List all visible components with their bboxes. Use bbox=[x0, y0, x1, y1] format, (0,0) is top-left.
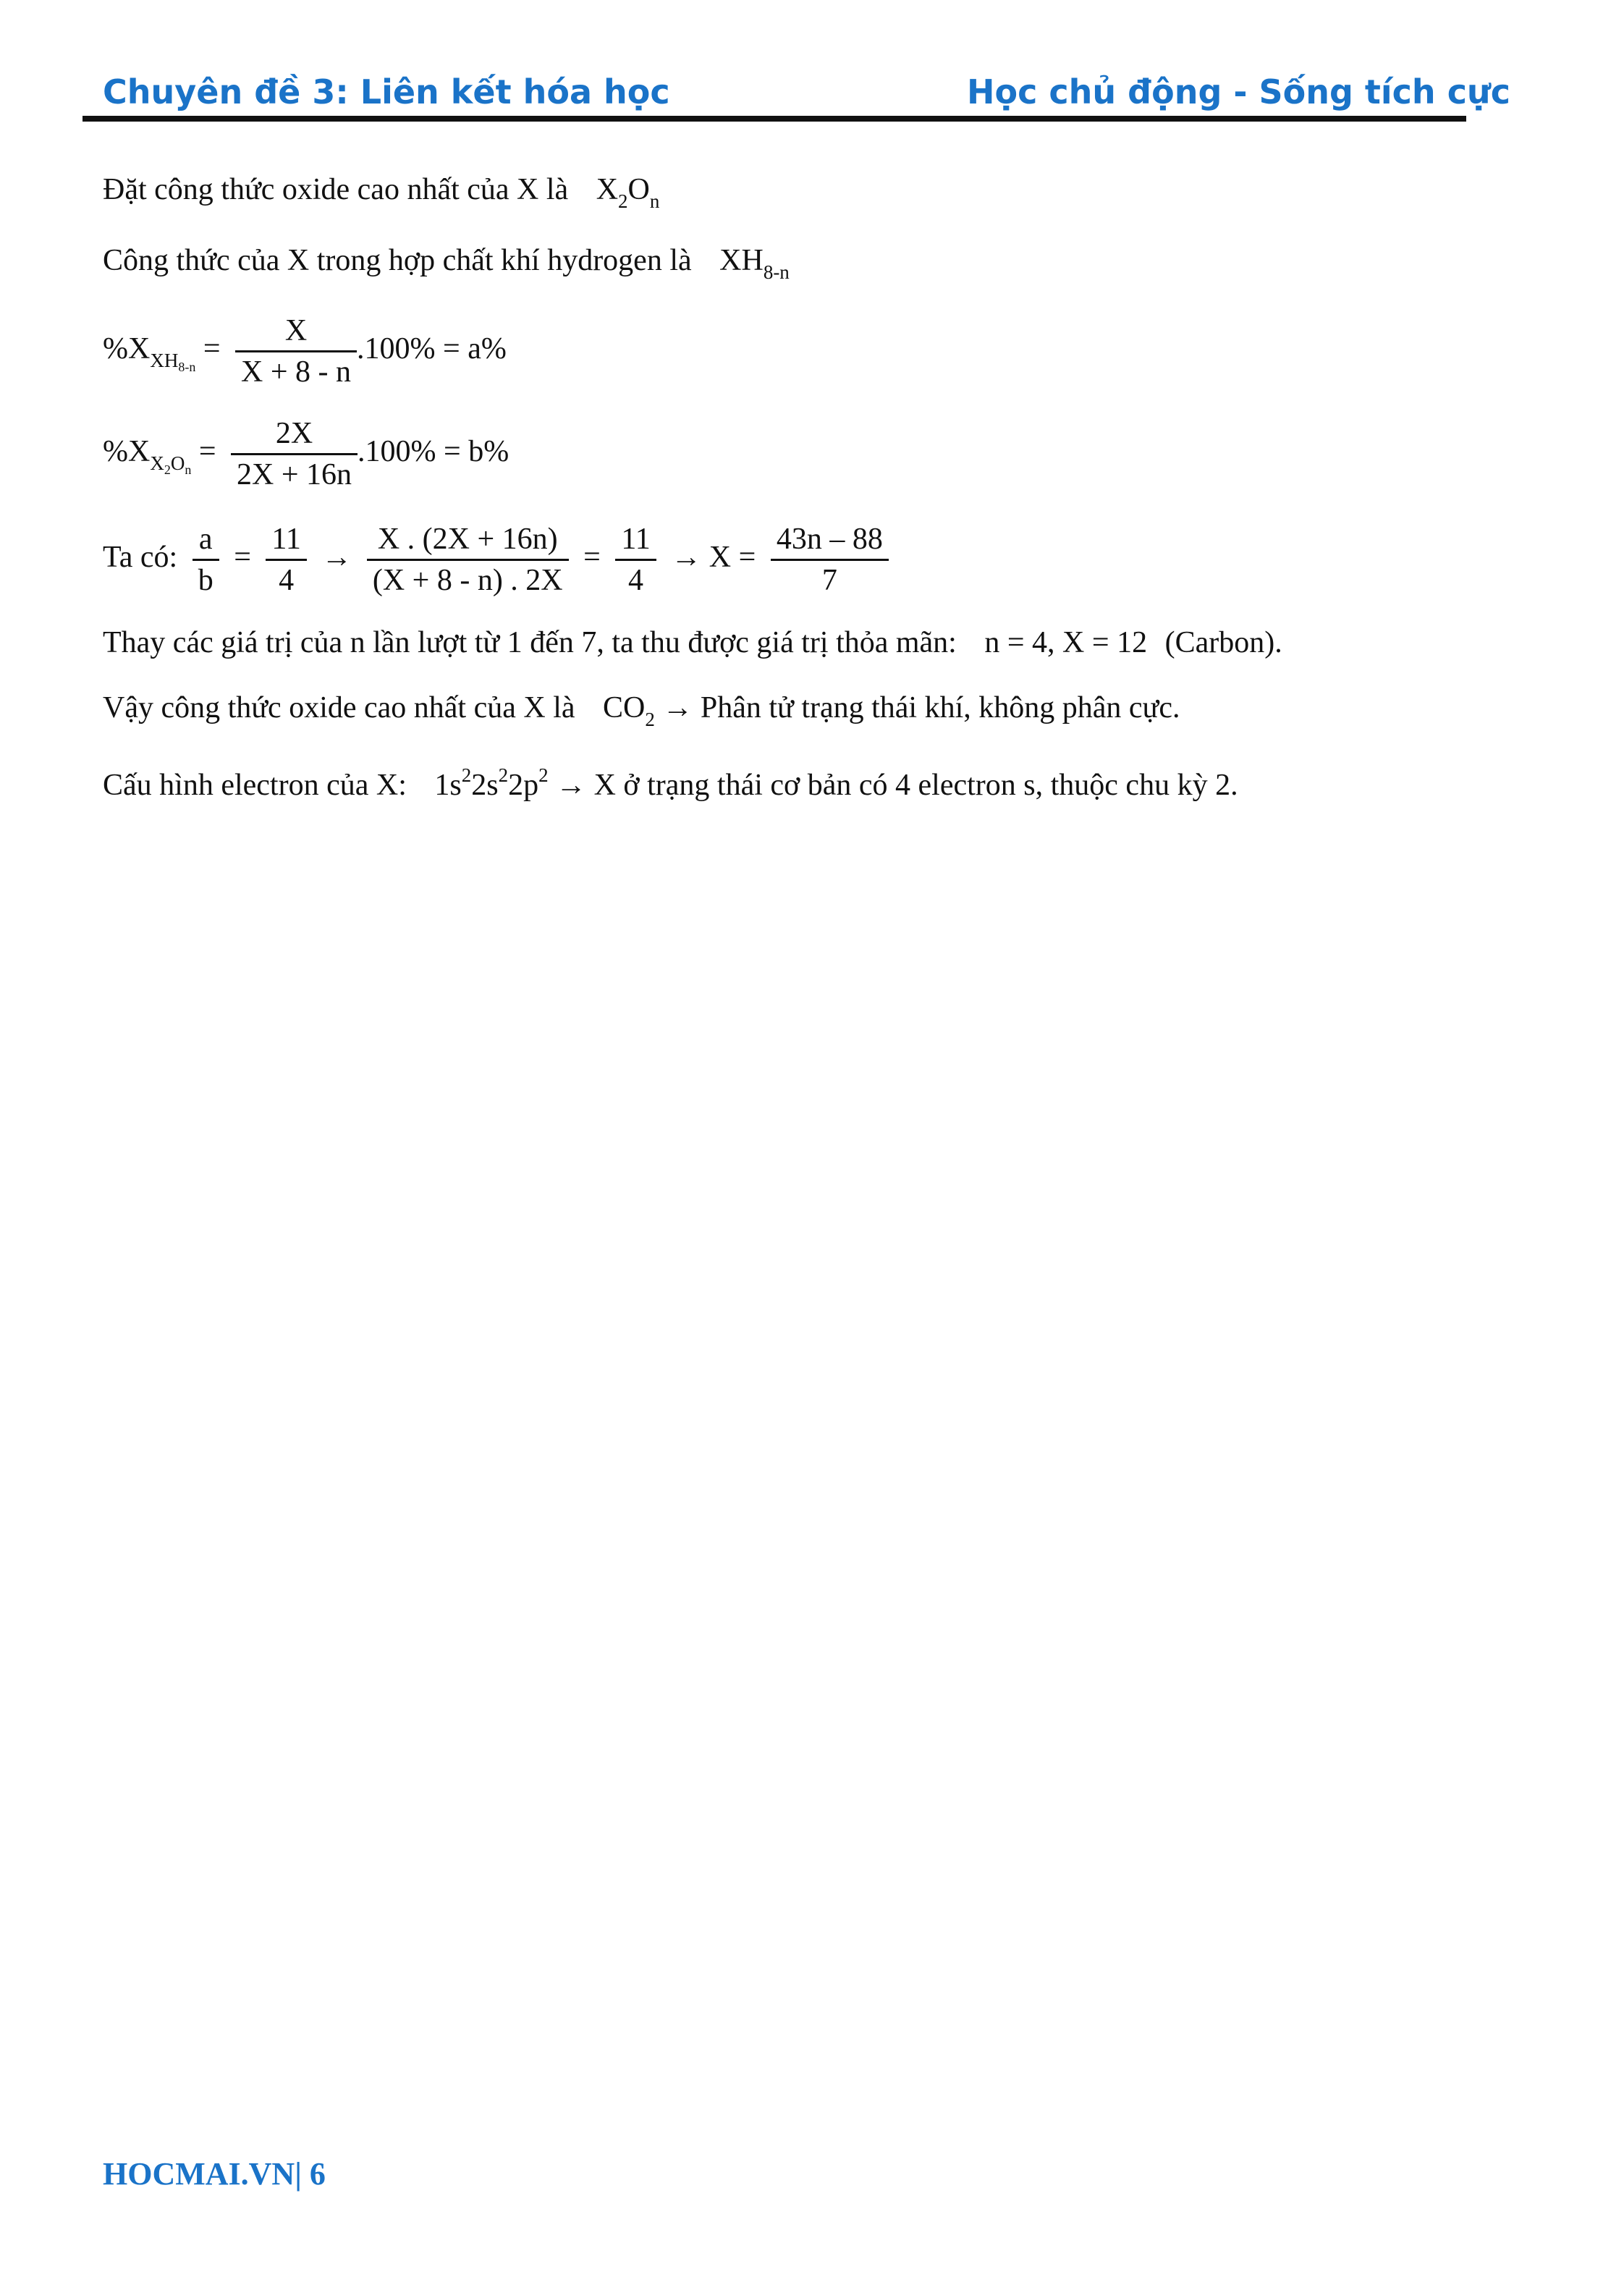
fraction: $\frac{2X}{2X + 16n}$ bbox=[231, 414, 358, 494]
fraction: $\frac{43n - 88}{7}$ bbox=[771, 520, 889, 600]
line-hydride-formula bbox=[103, 243, 790, 284]
line-electron-config: Cấu hình electron của X: $1s^22s^22p^2 \to X$ ở trạng thái cơ bản có 4 electron s, thuộc chu kỳ 2. bbox=[103, 764, 1238, 802]
header-topic-title: Chuyên đề 3: Liên kết hóa học bbox=[103, 72, 670, 111]
fraction: $\frac{a}{b}$ bbox=[193, 520, 219, 600]
line-co2-conclusion: Vậy công thức oxide cao nhất của X là $CO_2$ → Phân tử trạng thái khí, không phân cực. bbox=[103, 691, 1180, 730]
fraction: $\frac{11}{4}$ bbox=[615, 520, 656, 600]
formula-xh8n: $XH_{8-n}$ bbox=[719, 244, 790, 283]
header-divider bbox=[83, 116, 1466, 122]
fraction: $\frac{X . (2X + 16n)}{(X + 8 - n) . 2X}$ bbox=[367, 520, 569, 600]
equation-percent-b: $\%X_{X_2O_n}$ = $\frac{2X}{2X + 16n}$ .100% = b% bbox=[103, 414, 509, 494]
footer-page-label: HOCMAI.VN| 6 bbox=[103, 2156, 326, 2192]
header-slogan: Học chủ động - Sống tích cực bbox=[967, 72, 1510, 111]
line-solution: Thay các giá trị của n lần lượt từ 1 đến 7, ta thu được giá trị thỏa mãn: n = 4, X = 12 (Carbon). bbox=[103, 626, 1282, 659]
line-text: Công thức của X trong hợp chất khí hydrogen là bbox=[103, 244, 692, 277]
formula-x2on: $X_2O_n$ bbox=[596, 173, 660, 212]
electron-configuration: $1s^22s^22p^2$ bbox=[434, 764, 549, 802]
equation-ratio: Ta có: $\frac{a}{b}$ = $\frac{11}{4}$ → $\frac{X . (2X + 16n)}{(X + 8 - n) . 2X}$ = $\frac{11}{4}$ → X = $\frac{43n - 88}{7}$ bbox=[103, 520, 896, 600]
fraction: $\frac{11}{4}$ bbox=[266, 520, 306, 600]
line-oxide-formula bbox=[103, 172, 659, 213]
fraction: $\frac{X}{X + 8 - n}$ bbox=[235, 311, 357, 392]
equation-percent-a: $\%X_{XH_{8-n}}$ = $\frac{X}{X + 8 - n}$ .100% = a% bbox=[103, 311, 507, 392]
line-text: Đặt công thức oxide cao nhất của X là bbox=[103, 173, 569, 206]
